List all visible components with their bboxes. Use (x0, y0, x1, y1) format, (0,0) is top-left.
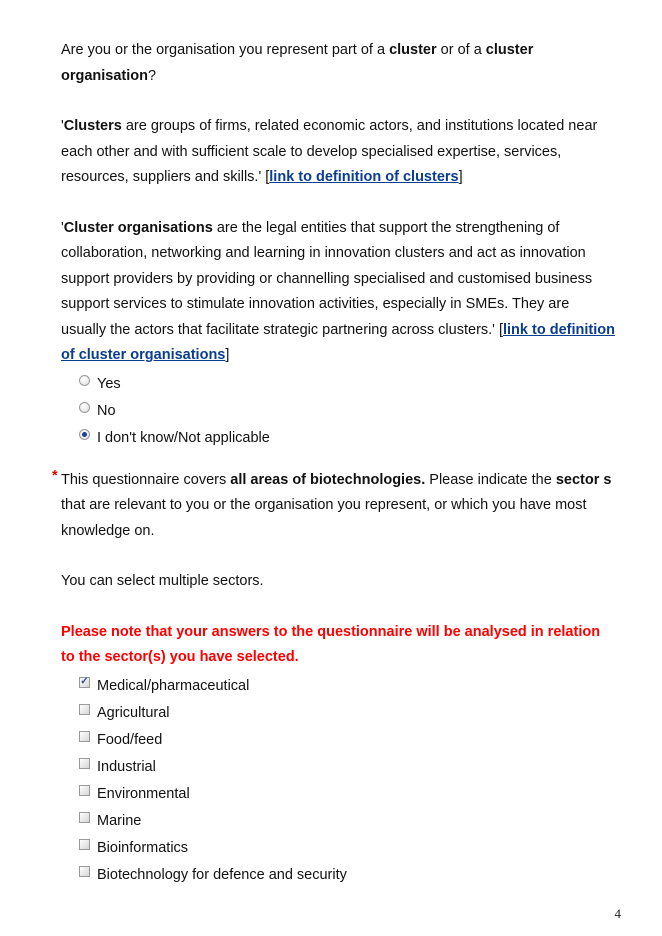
question-bold-all-areas: all areas of biotechnologies. (230, 471, 426, 488)
sector-warning-note: Please note that your answers to the questionnaire will be analysed in relation to the sector(s) you have selected. (61, 623, 601, 665)
question-text-part: that are relevant to you or the organisation you represent, or which you have most knowledge on. (61, 497, 587, 539)
checkbox[interactable] (79, 704, 90, 715)
checkbox-option-medical[interactable] (79, 673, 617, 700)
radio-option-dont-know[interactable] (79, 425, 617, 452)
question-bold-cluster: cluster (389, 42, 437, 58)
multiple-selection-note: You can select multiple sectors. (61, 573, 264, 589)
definition-text-part: are the legal entities that support the strengthening of collaboration, networking and learning in innovation clusters and act as innovation support providers by providing or channelling specialised and customised business support services to stimulate innovation activities, especially in SMEs. They are usually the actors that facilitate strategic partnering across clusters.' [ (61, 219, 593, 338)
radio-option-no[interactable] (79, 398, 617, 425)
question-text-part: Please indicate the (425, 471, 556, 488)
cluster-organisations-definition (61, 216, 617, 369)
link-definition-of-clusters[interactable]: link to definition of clusters (269, 169, 459, 185)
clusters-definition (61, 114, 617, 191)
question-text-part: ? (148, 67, 157, 84)
definition-text-part: ' (61, 118, 64, 134)
checkbox-label: Medical/pharmaceutical (97, 678, 250, 694)
checkbox[interactable] (79, 812, 90, 823)
definition-text-part: ' (61, 219, 64, 236)
radio-button[interactable] (79, 375, 90, 386)
radio-button[interactable] (79, 402, 90, 413)
checkbox-checked[interactable]: ✓ (80, 676, 89, 687)
radio-label: I don't know/Not applicable (97, 430, 270, 446)
question-text-part: or of a (436, 42, 486, 58)
checkbox[interactable] (79, 731, 90, 742)
radio-option-yes[interactable] (79, 371, 617, 398)
cluster-question-text (61, 38, 617, 89)
question-text-part: Are you or the organisation you represent part of a (61, 42, 390, 58)
checkbox-option-industrial[interactable] (79, 754, 617, 781)
checkbox-option-environmental[interactable] (79, 781, 617, 808)
checkbox-label: Industrial (97, 759, 156, 775)
checkbox[interactable] (79, 866, 90, 877)
checkbox-option-defence-security[interactable] (79, 862, 617, 889)
checkbox-label: Agricultural (97, 705, 170, 721)
checkbox[interactable] (79, 758, 90, 769)
radio-label: Yes (97, 376, 121, 392)
definition-text-part: ] (458, 169, 463, 185)
definition-term-clusters: Clusters (63, 118, 122, 134)
sector-checkbox-group (79, 673, 617, 889)
sector-question (52, 467, 617, 671)
page-number: 4 (614, 906, 621, 921)
checkbox[interactable] (79, 785, 90, 796)
checkbox-option-agricultural[interactable] (79, 700, 617, 727)
checkbox-option-marine[interactable] (79, 808, 617, 835)
checkbox-label: Environmental (97, 786, 190, 802)
question-text-part: This questionnaire covers (61, 471, 231, 488)
radio-button-selected[interactable] (79, 429, 90, 440)
question-bold-cluster-organisation: cluster organisation (61, 42, 534, 84)
link-definition-of-cluster-organisations[interactable]: link to definition of cluster organisations (61, 321, 615, 363)
cluster-radio-group (79, 371, 617, 452)
definition-text-part: are groups of firms, related economic actors, and institutions located near each other and with sufficient scale to develop specialised expertise, services, resources, suppliers and skills.' [ (61, 118, 598, 185)
checkbox-label: Marine (97, 813, 142, 829)
checkbox-option-food-feed[interactable] (79, 727, 617, 754)
checkbox-label: Biotechnology for defence and security (97, 867, 347, 883)
definition-text-part: ] (225, 347, 230, 363)
checkbox-label: Bioinformatics (97, 840, 189, 856)
required-asterisk: * (52, 467, 58, 484)
checkbox-option-bioinformatics[interactable] (79, 835, 617, 862)
sector-question-text (61, 468, 617, 545)
question-bold-sectors: sector s (555, 471, 612, 488)
checkbox-label: Food/feed (97, 732, 163, 748)
radio-label: No (97, 403, 116, 419)
checkbox[interactable] (79, 839, 90, 850)
questionnaire-page (52, 38, 617, 889)
definition-term-cluster-organisations: Cluster organisations (63, 219, 213, 236)
